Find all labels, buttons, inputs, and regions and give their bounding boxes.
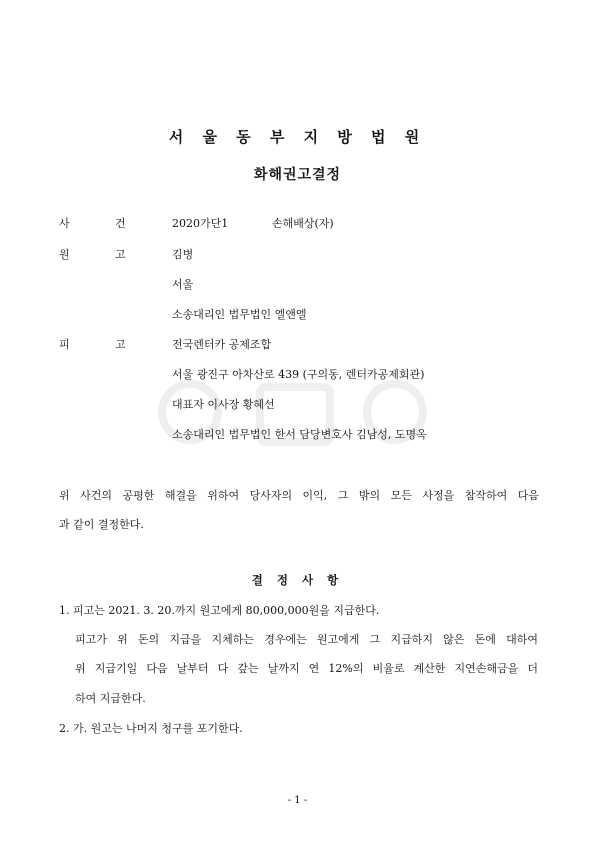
case-type: 손해배상(자) — [272, 217, 334, 230]
defendant-name: 전국렌터카 공제조합 — [172, 338, 272, 351]
defendant-label-1: 피 — [59, 338, 70, 351]
defendant-representative: 대표자 이사장 황혜선 — [172, 398, 275, 411]
case-label-2: 건 — [115, 217, 126, 230]
defendant-label-2: 고 — [115, 338, 126, 351]
page-number: - 1 - — [287, 795, 308, 806]
intro-line-2: 과 같이 결정한다. — [59, 518, 144, 531]
plaintiff-address: 서울 — [172, 278, 194, 291]
decision-item-1: 1. 피고는 2021. 3. 20.까지 원고에게 80,000,000원을 지급한다. — [59, 604, 380, 617]
case-label-1: 사 — [59, 217, 70, 230]
plaintiff-counsel: 소송대리인 법무법인 엘앤엘 — [172, 308, 307, 321]
defendant-address: 서울 광진구 아차산로 439 (구의동, 렌터카공제회관) — [172, 368, 425, 381]
case-number: 2020가단1 — [172, 217, 229, 230]
intro-line-1: 위 사건의 공평한 해결을 위하여 당사자의 이익, 그 밖의 모든 사정을 참작하여 다음 — [59, 489, 539, 502]
plaintiff-label-2: 고 — [115, 248, 126, 261]
watermark-graphic — [150, 372, 450, 462]
decision-item-1-detail-2: 위 지급기일 다음 날부터 다 갚는 날까지 연 12%의 비율로 계산한 지연손해금을 더 — [75, 662, 538, 675]
plaintiff-name: 김병 — [172, 248, 194, 261]
decision-item-1-detail-3: 하여 지급한다. — [75, 692, 146, 705]
decision-item-1-detail-1: 피고가 위 돈의 지급을 지체하는 경우에는 원고에게 그 지급하지 않은 돈에 대하여 — [75, 633, 538, 646]
document-title: 화해권고결정 — [253, 167, 342, 183]
court-name: 서 울 동 부 지 방 법 원 — [168, 128, 427, 146]
plaintiff-label-1: 원 — [59, 248, 70, 261]
decision-item-2: 2. 가. 원고는 나머지 청구를 포기한다. — [59, 722, 243, 735]
decision-heading: 결 정 사 항 — [251, 573, 344, 587]
defendant-counsel: 소송대리인 법무법인 한서 담당변호사 김남성, 도명옥 — [172, 428, 427, 441]
